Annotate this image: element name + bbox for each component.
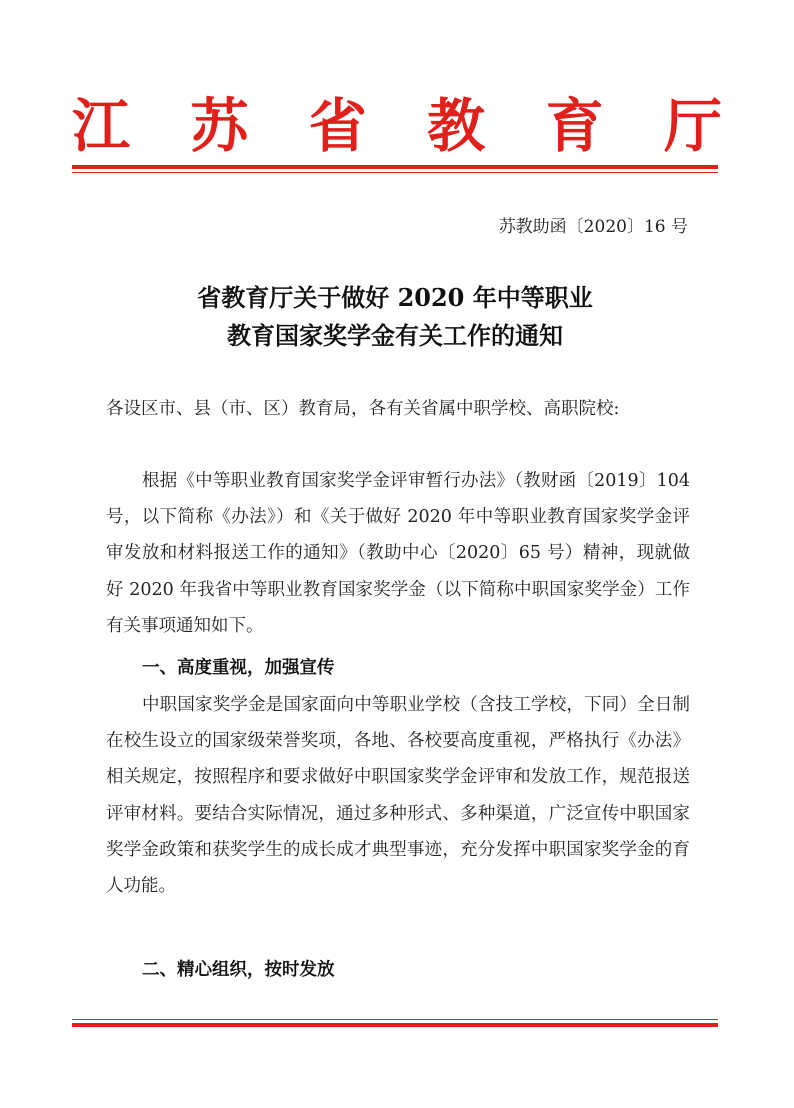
- header-char: 厅: [663, 92, 722, 160]
- document-title-line2: 教育国家奖学金有关工作的通知: [227, 321, 563, 350]
- header-red-rule-thin: [72, 172, 718, 173]
- salutation: 各设区市、县（市、区）教育局，各有关省属中职学校、高职院校:: [106, 399, 620, 419]
- header-red-rule-thick: [72, 165, 718, 169]
- document-title-line1: 省教育厅关于做好 2020 年中等职业: [197, 283, 593, 312]
- header-char: 苏: [190, 92, 249, 160]
- paragraph-1: 根据《中等职业教育国家奖学金评审暂行办法》（教财函〔2019〕104 号，以下简称《办法》）和《关于做好 2020 年中等职业教育国家奖学金评审发放和材料报送工作的通知》（教助中心〔2020〕65 号）精神，现就做好 2020 年我省中等职业教育国家奖学金（以下简称中职国家奖学金）工作有关事项通知如下。: [106, 471, 690, 636]
- footer-red-rule-thick: [72, 1023, 718, 1027]
- section-2-heading: 二、精心组织，按时发放: [142, 960, 335, 980]
- header-char: 育: [545, 92, 604, 160]
- footer-red-rule-thin: [72, 1019, 718, 1020]
- document-number: 苏教助函〔2020〕16 号: [498, 217, 688, 237]
- header-char: 江: [72, 92, 131, 160]
- paragraph-2: 中职国家奖学金是国家面向中等职业学校（含技工学校，下同）全日制在校生设立的国家级荣誉奖项，各地、各校要高度重视，严格执行《办法》相关规定，按照程序和要求做好中职国家奖学金评审和发放工作，规范报送评审材料。要结合实际情况，通过多种形式、多种渠道，广泛宣传中职国家奖学金政策和获奖学生的成长成才典型事迹，充分发挥中职国家奖学金的育人功能。: [106, 695, 690, 897]
- issuing-authority-header: [72, 86, 722, 160]
- header-char: 省: [308, 92, 367, 160]
- header-char: 教: [427, 92, 486, 160]
- section-1-heading: 一、高度重视，加强宣传: [142, 658, 335, 678]
